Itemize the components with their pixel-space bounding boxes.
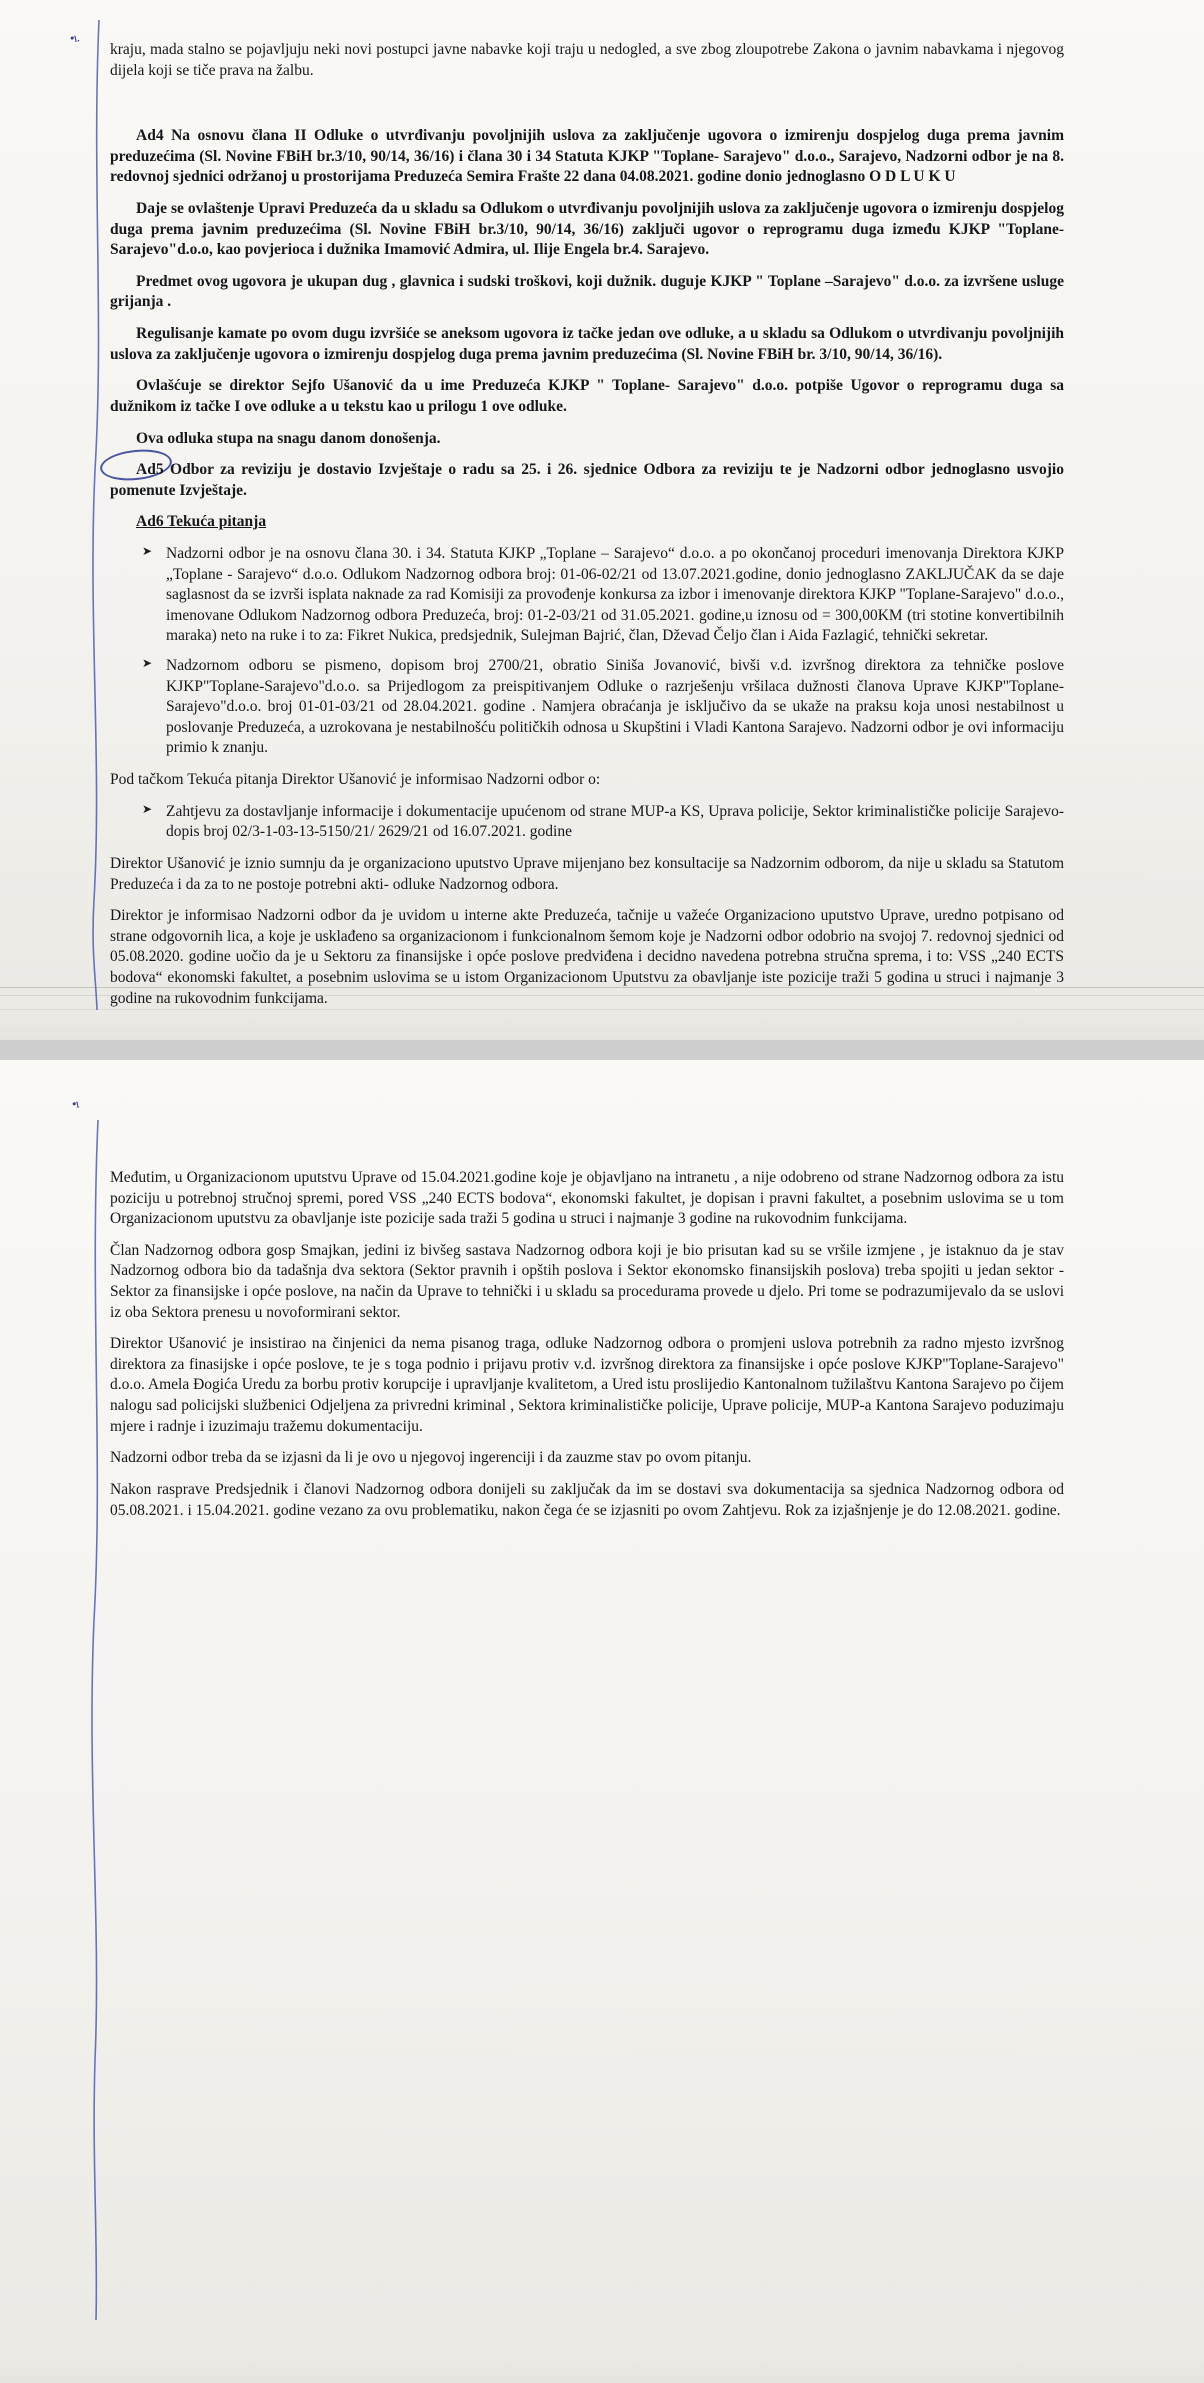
paragraph-ad5: Ad5 Odbor za reviziju je dostavio Izvještaje o radu sa 25. i 26. sjednice Odbora za reviziju te je Nadzorni odbor jednoglasno usvojio pomenute Izvještaje.: [110, 461, 1064, 499]
page-bottom-shadow: [0, 1014, 1204, 1040]
heading-ad6-tekuca-pitanja: Ad6 Tekuća pitanja: [136, 513, 267, 531]
list-item: ➤ Nadzorni odbor je na osnovu člana 30. i 34. Statuta KJKP „Toplane – Sarajevo“ d.o.o. a po okončanoj proceduri imenovanja Direktora KJKP „Toplane - Sarajevo“ d.o.o. Odlukom Nadzornog odbora broj: 01-06-02/21 od 13.07.2021.godine, donio jednoglasno ZAKLJUČAK da se daje saglasnost da se izvrši isplata naknade za rad Komisiji za provođenje konkursa za izbor i imenovanje direktora KJKP "Toplane-Sarajevo" d.o.o., imenovane Odlukom Nadzornog odbora Preduzeća, broj: 01-2-03/21 od 31.05.2021. godine,u iznosu od = 300,00KM (tri stotine konvertibilnih maraka) neto na ruke i to za: Fikret Nukica, predsjednik, Sulejman Bajrić, član, Dževad Čeljo član i Aida Fazlagić, tehnički sekretar.: [166, 544, 1064, 647]
pen-smudge-mark: •ı: [70, 1095, 80, 1112]
page-fold-line: [0, 987, 1204, 988]
paragraph: Član Nadzornog odbora gosp Smajkan, jedini iz bivšeg sastava Nadzornog odbora koji je bio prisutan kad su se vršile izmjene , je istaknuo da je stav Nadzornog odbora bio da tadašnja dva sektora (Sektor pravnih i opštih poslova i Sektor ekonomsko finansijskih poslova) treba spojiti u jedan sektor - Sektor za finansijske i opće poslove, na način da Uprave to tehnički i u skladu sa procedurama provede u djelo. Pri tome se podrazumijevalo da se uslovi iz oba Sektora prenesu u novoformirani sektor.: [110, 1241, 1064, 1321]
document-page-2: [0, 1060, 1204, 2383]
paragraph-spacer: [110, 92, 1064, 126]
paragraph-subheading: Pod tačkom Tekuća pitanja Direktor Ušanović je informisao Nadzorni odbor o:: [110, 771, 601, 789]
pen-smudge-mark: •ı.: [68, 29, 80, 46]
bullet-list-tekuca-pitanja: [110, 544, 1064, 759]
paragraph-ad4: Ad4 Na osnovu člana II Odluke o utvrđivanju povoljnijih uslova za zaključenje ugovora o izmirenju dospjelog duga prema javnim preduzećima (Sl. Novine FBiH br.3/10, 90/14, 36/16) i člana 30 i 34 Statuta KJKP "Toplane- Sarajevo" d.o.o., Sarajevo, Nadzorni odbor je na 8. redovnoj sjednici održanoj u prostorijama Preduzeća Semira Frašte 22 dana 04.08.2021. godine donio jednoglasno O D L U K U: [110, 127, 1064, 186]
list-item: ➤ Nadzornom odboru se pismeno, dopisom broj 2700/21, obratio Siniša Jovanović, bivši v.d. izvršnog direktora za tehničke poslove KJKP"Toplane-Sarajevo"d.o.o. sa Prijedlogom za preispitivanjem Odluke o razrješenju vršilaca dužnosti članova Uprave KJKP"Toplane-Sarajevo"d.o.o. broj 01-01-03/21 od 28.04.2021. godine . Namjera obraćanja je isključivo da se ukaže na praksu koja unosi nestabilnost u poslovanje Preduzeća, a uzrokovana je nestabilnošću političkih odnosa u Skupštini i Vladi Kantona Sarajevo. Nadzorni odbor je ovi informaciju primio k znanju.: [166, 656, 1064, 759]
paragraph-odluka-3: Regulisanje kamate po ovom dugu izvršiće se aneksom ugovora iz tačke jedan ove odluke, a u skladu sa Odlukom o utvrdivanju povoljnijih uslova za zaključenje ugovora o izmirenju dospjelog duga prema javnim preduzećima (Sl. Novine FBiH br. 3/10, 90/14, 36/16).: [110, 325, 1064, 363]
page-2-content: [0, 1060, 1204, 1521]
page-fold-line: [0, 1009, 1204, 1010]
paragraph-odluka-4: Ovlašćuje se direktor Sejfo Ušanović da u ime Preduzeća KJKP " Toplane- Sarajevo" d.o.o. potpiše Ugovor o reprogramu duga sa dužnikom iz tačke I ove odluke a u tekstu kao u prilogu 1 ove odluke.: [110, 377, 1064, 415]
paragraph: Direktor Ušanović je iznio sumnju da je organizaciono uputstvo Uprave mijenjano bez konsultacije sa Nadzornim odborom, da nije u skladu sa Statutom Preduzeća i da za to ne postoje potrebni akti- odluke Nadzornog odbora.: [110, 854, 1064, 893]
paragraph: Direktor je informisao Nadzorni odbor da je uvidom u interne akte Preduzeća, tačnije u važeće Organizaciono uputstvo Uprave, uredno potpisano od strane odgovornih lica, a koje je usklađeno sa organizacionom i funkcionalnom šemom koje je Nadzorni odbor odobrio na svojoj 7. redovnoj sjednici od 05.08.2020. godine uočio da je u Sektoru za finansijske i opće poslove predviđena i decidno navedena potrebna stručna sprema, i to: VSS „240 ECTS bodova“ ekonomski fakultet, a posebnim uslovima se u istom Organizacionom Uputstvu za obavljanje iste pozicije traži 5 godina u struci i najmanje 3 godine na rukovodnim funkcijama.: [110, 907, 1064, 1007]
paragraph: Međutim, u Organizacionom uputstvu Uprave od 15.04.2021.godine koje je objavljano na intranetu , a nije odobreno od strane Nadzornog odbora za istu poziciju u potrebnoj stručnoj spremi, pored VSS „240 ECTS bodova“, ekonomski fakultet, je dopisan i pravni fakultet, a posebnim uslovima se u tom Organizacionom uputstvu za obavljanje iste pozicije sada traži 5 godina u struci i najmanje 3 godine na rukovodnim funkcijama.: [110, 1169, 1064, 1228]
paragraph-odluka-1: Daje se ovlaštenje Upravi Preduzeća da u skladu sa Odlukom o utvrđivanju povoljnijih uslova za zaključenje ugovora o izmirenju dospjelog duga prema javnim preduzećima (Sl. Novine FBiH br.3/10, 90/14, 36/16) zaključi ugovor o reprogramu duga između KJKP "Toplane-Sarajevo"d.o.o, kao povjerioca i dužnika Imamović Admira, ul. Ilije Engela br.4. Sarajevo.: [110, 200, 1064, 259]
page-bottom-shadow: [0, 2357, 1204, 2383]
paragraph: Nakon rasprave Predsjednik i članovi Nadzornog odbora donijeli su zaključak da im se dostavi sva dokumentacija sa sjednica Nadzornog odbora od 05.08.2021. i 15.04.2021. godine vezano za ovu problematiku, nakon čega će se izjasniti po ovom Zahtjevu. Rok za izjašnjenje je do 12.08.2021. godine.: [110, 1480, 1064, 1519]
paragraph: Nadzorni odbor treba da se izjasni da li je ovo u njegovoj ingerenciji i da zauzme stav po ovom pitanju.: [110, 1449, 752, 1467]
page-separator: [0, 1040, 1204, 1060]
paragraph-odluka-2: Predmet ovog ugovora je ukupan dug , glavnica i sudski troškovi, koji dužnik. duguje KJKP " Toplane –Sarajevo" d.o.o. za izvršene usluge grijanja .: [110, 272, 1064, 311]
bullet-list-direktor-info: [110, 802, 1064, 843]
paragraph: kraju, mada stalno se pojavljuju neki novi postupci javne nabavke koji traju u nedogled, a sve zbog zloupotrebe Zakona o javnim nabavkama i njegovog dijela koji se tiče prava na žalbu.: [110, 41, 1064, 79]
document-page-1: [0, 0, 1204, 1040]
page-fold-line: [0, 995, 1204, 996]
list-item: ➤ Zahtjevu za dostavljanje informacije i dokumentacije upućenom od strane MUP-a KS, Uprava policije, Sektor kriminalističke policije Sarajevo- dopis broj 02/3-1-03-13-5150/21/ 2629/21 od 16.07.2021. godine: [166, 802, 1064, 843]
page-1-content: [0, 0, 1204, 1009]
paragraph-odluka-5: Ova odluka stupa na snagu danom donošenja.: [136, 429, 441, 447]
paragraph: Direktor Ušanović je insistirao na činjenici da nema pisanog traga, odluke Nadzornog odbora o promjeni uslova potrebnih za radno mjesto izvršnog direktora za finasijske i opće poslove, te je s toga podnio i prijavu protiv v.d. izvršnog direktora za finansijske i opće poslove KJKP"Toplane-Sarajevo" d.o.o. Amela Đogića Uredu za borbu protiv korupcije i upravljanje kvalitetom, a Ured istu proslijedio Kantonalnom tužilaštvu Kantona Sarajevo po čijem nalogu sad policijski službenici Odjeljena za privredni kriminal , Sektora kriminalističke policije, Uprave policije, MUP-a Kantona Sarajevo poduzimaju mjere i radnje i izuzimaju tražemu dokumentaciju.: [110, 1335, 1064, 1435]
